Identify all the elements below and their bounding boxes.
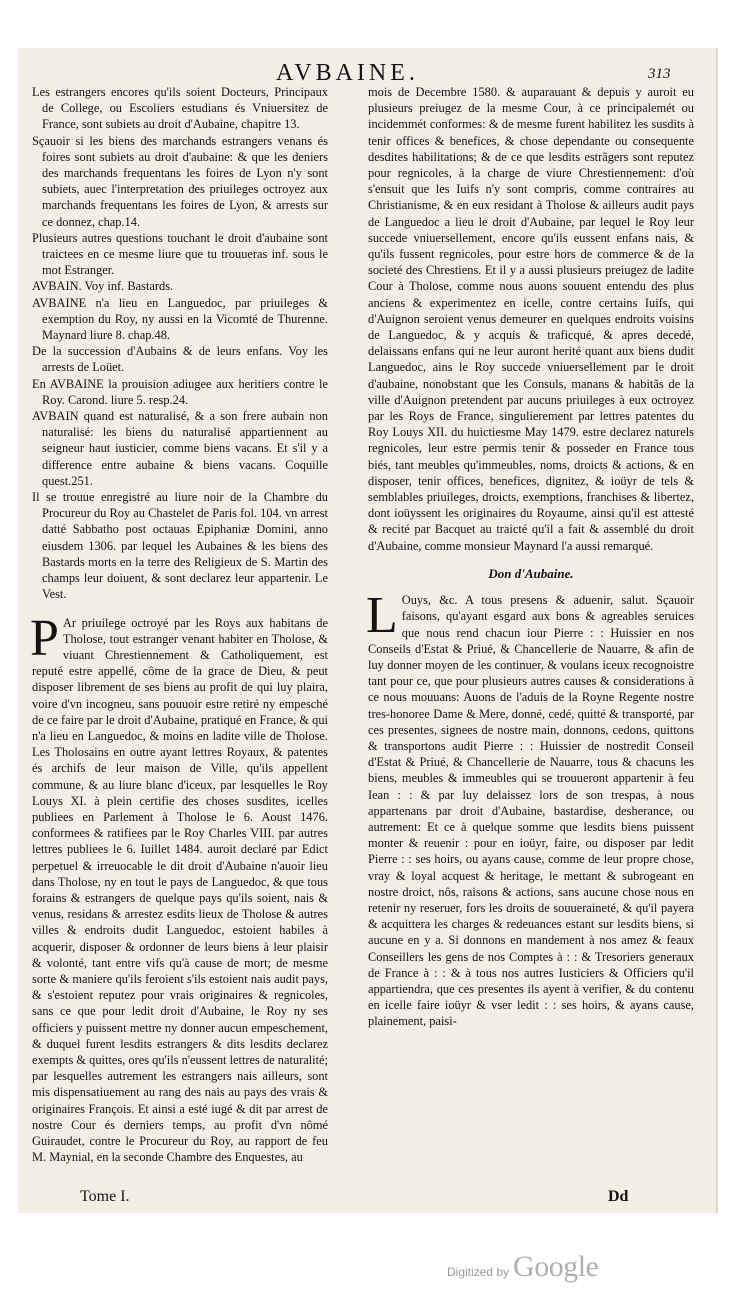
running-title: AVBAINE. bbox=[276, 60, 419, 86]
watermark-digitized-text: Digitized by bbox=[447, 1265, 510, 1279]
paragraph-prouision-heritiers: En AVBAINE la prouision adiugee aux heritiers contre le Roy. Carond. liure 5. resp.24. bbox=[32, 376, 328, 407]
section-title-don-aubaine: Don d'Aubaine. bbox=[488, 565, 574, 581]
paragraph-aubain-naturalise: AVBAIN quand est naturalisé, & a son frere aubain non naturalisé: les biens du naturalisé appartiennent au seigneur haut iusticier, comme biens vacans. Et s'il y a difference entre aubaine & biens vacans. Coquille quest.251. bbox=[32, 409, 328, 488]
google-watermark bbox=[447, 1250, 598, 1284]
paragraph-don-aubaine bbox=[366, 587, 694, 1029]
google-logo: Google bbox=[513, 1250, 599, 1283]
don-text: Ouys, &c. A tous presens & aduenir, salut. Sçauoir faisons, qu'ayant esgard aux bons & agreables seruices que nous rend chacun iour Pierre : : Huissier en nos Conseils d'Estat & Priué, & Chancellerie de Nauarre, & afin de luy donner moyen de les continuer, & voulans iceux recognoistre tant pour ce, que pour plusieurs autres causes & considerations à ce nous mouuans: Auons de l'aduis de la Royne Regente nostre tres-honoree Dame & Mere, donné, cedé, quitté & transporté, par ces presentes, signees de nostre main, donnons, cedons, quittons & transportons audit Pierre : : Huissier de nostredit Conseil d'Estat & Priué, & Chancellerie de Nauarre, tous & chacuns les biens, meubles & immeubles qui se trouueront appartenir à feu Iean : : & par luy delaissez lors de son trespas, à nous appartenans par droit d'Aubaine, bastardise, desherance, ou autrement: Et ce à quelque somme que lesdits biens puissent monter & reuenir : pour en ioüyr, faire, ou disposer par ledit Pierre : : ses hoirs, ou ayans cause, comme de leur propre chose, vray & loyal acquest & heritage, le mettant & subrogeant en nostre droict, nôs, raisons & actions, sans aucune chose nous en retenir ny reseruer, fors les droits de souueraineté, & qu'il payera & acquittera les charges & redeuances estant sur lesdits biens, si aucune en y a. Si donnons en mandement à nos amez & feaux Conseillers les gens de nos Comptes à : : & Tresoriers generaux de France à : : & à tous nos autres Iusticiers & Officiers qu'il appartiendra, que ces presentes ils ayent à verifier, & du contenu en icelle faire ioüyr & vser ledit : : ses hoirs, & ayans cause, plainement, paisi- bbox=[368, 593, 694, 1029]
paragraph-aubaine-languedoc: AVBAINE n'a lieu en Languedoc, par priuileges & exemption du Roy, ny aussi en la Vicomté de Thurenne. Maynard liure 8. chap.48. bbox=[32, 295, 328, 343]
left-column bbox=[32, 84, 328, 1165]
page-number: 313 bbox=[648, 66, 671, 82]
paragraph-priuilege-tholose bbox=[30, 609, 328, 1166]
paragraph-estrangers-docteurs: Les estrangers encores qu'ils soient Docteurs, Principaux de College, ou Escoliers estudians és Vniuersitez de France, sont subiets au droit d'Aubaine, chapitre 13. bbox=[32, 85, 328, 132]
paragraph-marchands-foires: Sçauoir si les biens des marchands estrangers venans és foires sont subiets au droit d'aubaine: & que les deniers des marchands frequentans les foires de Lyon n'y sont subiets, auec l'interpretation des priuileges octroyez aux marchands frequentans les foires de Lyon, & arrests sur ce donnez, chap.14. bbox=[32, 133, 328, 229]
paragraph-continuation: mois de Decembre 1580. & auparauant & depuis y auroit eu plusieurs preiugez de la mesme Cour, à ce principalemét ou incidemmét conformes: & de mesme furent habilitez les susdits à tenir offices & benefices, & chose dependante ou consequente desdites habilitations; & de ce que lesdits estrãgers sont reputez pour regnicoles, à la charge de viure Chrestiennement: d'où s'ensuit que les Iuifs n'y sont compris, comme contraires au Christianisme, & en eux residant à Tholose & ailleurs audit pays de Languedoc a lieu le droit d'Aubaine, par lequel le Roy leur succede vniuersellement, encore qu'ils eussent enfans nais, & qu'ils fussent regnicoles, pour estre hors de commerce & de la societé des Chrestiens. Et il y a aussi plusieurs preiugez de ladite Cour à Tholose, comme nous auons souuent entendu des plus anciens & experimentez en icelle, contre certains Iuifs, qui d'Auignon seroient venus demeurer en quelques endroits voisins de Languedoc, & y acquis & traficqué, & apres decedé, delaissans enfans qui ne leur auront herité quant aux biens dudit Languedoc, ains le Roy succede vniuersellement par le droit d'aubaine, nonobstant que les Consuls, manans & habitãs de la ville d'Auignon pretendent par aucuns priuileges à eux octroyez par les Roys de France, singulierement par lettres patentes du Roy Louys XII. du huictiesme May 1479. estre declarez naturels regnicoles, leur estre permis tenir & posseder en France tous biés, tant meubles qu'immeubles, noms, droicts & actions, & en disposer, tenir offices, benefices, dignitez, & ioüyr de tels & semblables priuileges, droicts, exemptions, franchises & libertez, dont ioüyssent les originaires du Royaume, ainsi qu'il est attesté & recité par Bacquet au traicté qu'il a fait & assemblé du droit d'Aubaine, comme monsieur Maynard l'a aussi remarqué. bbox=[368, 85, 694, 553]
right-column bbox=[368, 84, 694, 1030]
signature-mark: Dd bbox=[608, 1188, 629, 1205]
paragraph-autres-questions: Plusieurs autres questions touchant le droit d'aubaine sont traictees en ce mesme liure que tu trouueras inf. sous le mot Estranger. bbox=[32, 230, 328, 278]
paragraph-liure-noir: Il se trouue enregistré au liure noir de la Chambre du Procureur du Roy au Chastelet de Paris fol. 104. vn arrest datté Sabbatho post octauas Epiphaniæ Domini, anno eiusdem 1306. par lequel les Aubaines & les biens des Bastards morts en la terre des Religieux de S. Martin des champs leur doiuent, & sont declarez leur appartenir. Le Vest. bbox=[32, 490, 328, 602]
dropcap-l: L bbox=[366, 587, 398, 645]
dropcap-p: P bbox=[30, 609, 59, 667]
paragraph-aubain-bastards: AVBAIN. Voy inf. Bastards. bbox=[32, 279, 174, 294]
priuilege-text: Ar priuilege octroyé par les Roys aux habitans de Tholose, tout estranger venant habiter en Tholose, & viuant Chrestiennement & Catholiquement, est reputé estre appellé, côme de la grace de Dieu, & peut disposer librement de ses biens au profit de qui luy plaira, voire d'vn incogneu, sans pouuoir estre retiré ny empesché de ce faire par le droit d'Aubaine, pratiqué en France, & qui n'a lieu en Languedoc, & moins en ladite ville de Tholose. Les Tholosains en outre ayant lettres Royaux, & patentes és archifs de leur maison de Ville, qu'ils appellent commune, & au liure blanc d'iceux, par lesquelles le Roy Louys XI. à plein certifie des choses susdites, icelles publiees en Parlement à Tholose le 6. Aoust 1476. conformees & ratifiees par le Roy Charles VIII. par autres lettres publiees le 6. Iuillet 1484. auroit declaré par Edict perpetuel & irreuocable le dit droit d'Aubaine n'auoir lieu dans Tholose, ny en tout le pays de Languedoc, & que tous forains & estrangers de quelque pays qu'ils soient, nais & venus, residans & arrestez esdits lieux de Tholose & autres villes & endroits dudit Languedoc, estoient habiles à acquerir, disposer & ordonner de leurs biens à leur plaisir & volonté, tant entre vifs qu'à cause de mort; de mesme sorte & maniere qu'ils feroient s'ils estoient nais audit pays, & s'estoient reputez pour vrais originaires & regnicoles, sans ce que pour ledit droit d'Aubaine, le Roy ny ses officiers y puissent mettre ny donner aucun empeschement, & duquel furent lesdits estrangers & dits lesdits declarez exempts & quittes, ores qu'ils n'eussent lettres de naturalité; par lesquelles autrement les estrangers nais ailleurs, sont mis dispensatiuement au rang des nais au pays des vrais & originaires François. Et ainsi a esté iugé & dit par arrest de nostre Cour és derniers temps, au profit d'vn nômé Guiraudet, contre le Procureur du Roy, au rapport de feu M. Maynial, en la seconde Chambre des Enquestes, au bbox=[32, 615, 328, 1165]
paragraph-succession-aubains: De la succession d'Aubains & de leurs enfans. Voy les arrests de Loüet. bbox=[32, 344, 328, 375]
tome-label: Tome I. bbox=[80, 1188, 130, 1205]
